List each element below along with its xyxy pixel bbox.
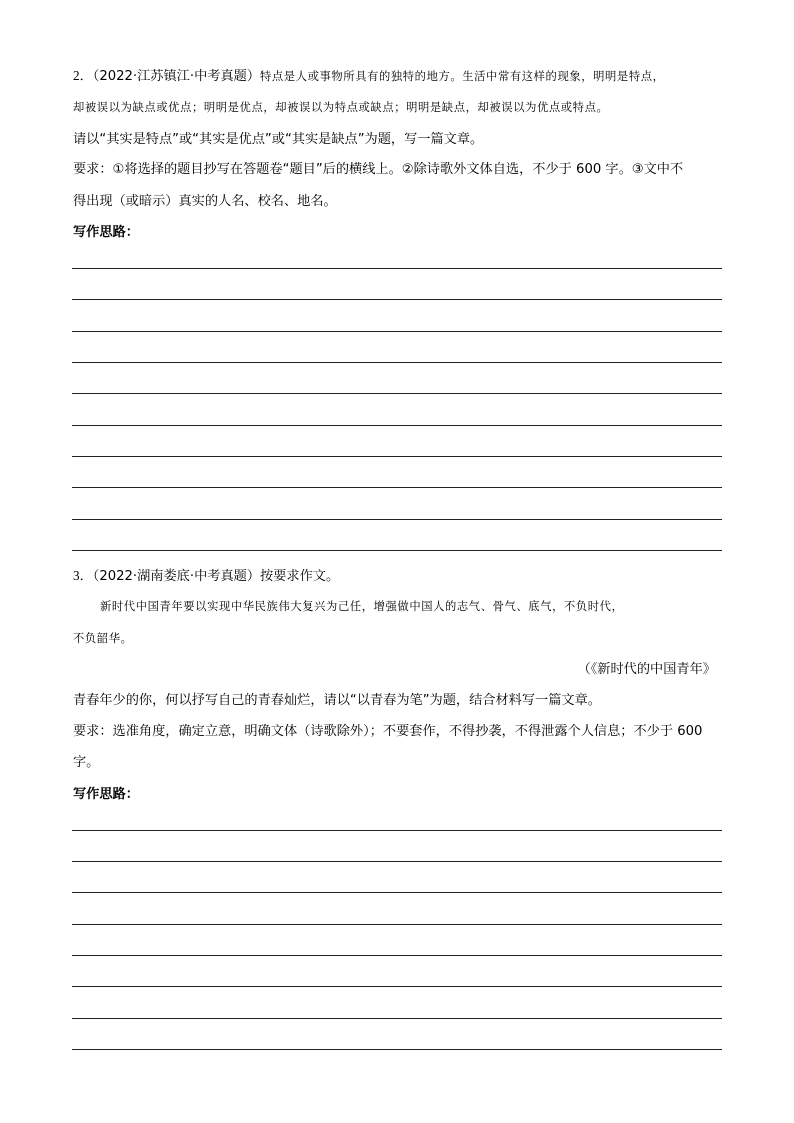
q3-requirement-line-1: 要求：选准角度，确定立意，明确文体（诗歌除外）；不要套作，不得抄袭，不得泄露个人信息；不少于 600: [73, 724, 703, 739]
q2-answer-line[interactable]: [72, 550, 722, 551]
q2-answer-line[interactable]: [72, 331, 722, 332]
q3-answer-line[interactable]: [72, 892, 722, 893]
q2-thinking-label: 写作思路：: [73, 225, 139, 240]
q2-answer-line[interactable]: [72, 519, 722, 520]
q3-answer-line[interactable]: [72, 861, 722, 862]
q2-answer-line[interactable]: [72, 425, 722, 426]
q3-answer-line[interactable]: [72, 1018, 722, 1019]
q3-material-line-2: 不负韶华。: [73, 632, 133, 645]
q3-answer-line[interactable]: [72, 830, 722, 831]
q3-number: 3．: [73, 568, 93, 583]
q2-answer-line[interactable]: [72, 362, 722, 363]
q2-prompt: 请以“其实是特点”或“其实是优点”或“其实是缺点”为题，写一篇文章。: [73, 132, 484, 147]
q3-source: （2022·湖南娄底·中考真题）: [92, 569, 261, 584]
q2-number: 2．: [73, 68, 93, 83]
q2-requirement-line-1: 要求：①将选择的题目抄写在答题卷“题目”后的横线上。②除诗歌外文体自选，不少于 600 字。③文中不: [73, 162, 684, 177]
q3-answer-line[interactable]: [72, 924, 722, 925]
q2-source: （2022·江苏镇江·中考真题）: [92, 69, 261, 84]
q3-answer-line[interactable]: [72, 955, 722, 956]
q2-header-line: [73, 67, 665, 86]
q3-prompt: 青春年少的你，何以抒写自己的青春灿烂，请以“以青春为笔”为题，结合材料写一篇文章。: [73, 693, 601, 708]
q3-thinking-label: 写作思路：: [73, 787, 139, 802]
q2-material-line-1: 特点是人或事物所具有的独特的地方。生活中常有这样的现象，明明是特点，: [260, 70, 665, 83]
q2-answer-line[interactable]: [72, 299, 722, 300]
q3-instruction: 按要求作文。: [260, 569, 340, 584]
q3-header-line: [73, 567, 339, 586]
q3-requirement-line-2: 字。: [73, 755, 100, 770]
q3-citation: （《新时代的中国青年》: [577, 662, 716, 677]
q2-answer-line[interactable]: [72, 456, 722, 457]
q3-answer-line[interactable]: [72, 986, 722, 987]
q2-answer-line[interactable]: [72, 393, 722, 394]
q2-answer-line[interactable]: [72, 487, 722, 488]
q2-requirement-line-2: 得出现（或暗示）真实的人名、校名、地名。: [73, 194, 337, 209]
q3-answer-line[interactable]: [72, 1049, 722, 1050]
q2-material-line-2: 却被误以为缺点或优点；明明是优点，却被误以为特点或缺点；明明是缺点，却被误以为优点或特点。: [73, 101, 609, 114]
q3-material-line-1: 新时代中国青年要以实现中华民族伟大复兴为己任，增强做中国人的志气、骨气、底气，不负时代，: [100, 600, 624, 613]
q2-answer-line[interactable]: [72, 268, 722, 269]
